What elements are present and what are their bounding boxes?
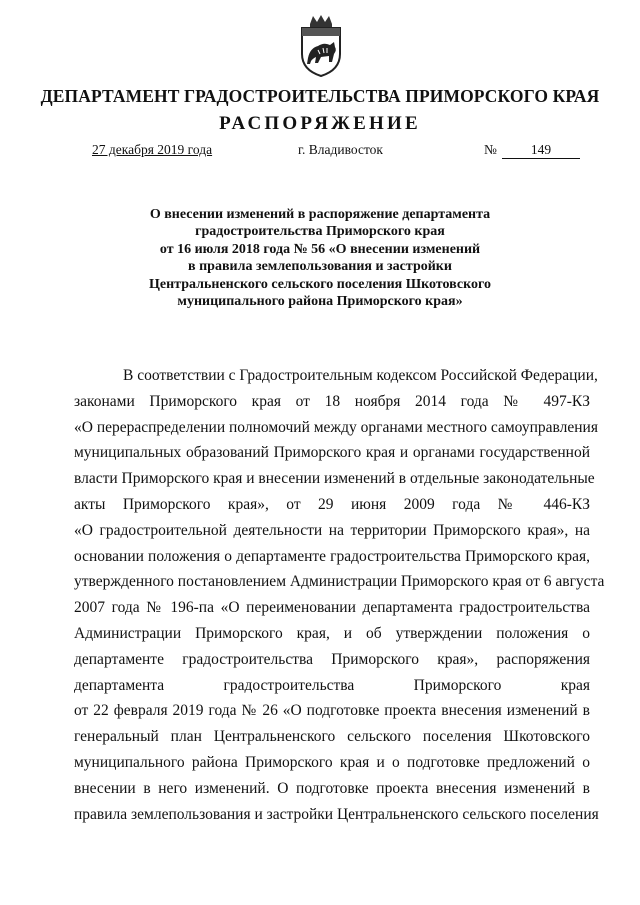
document-number: 149	[502, 142, 580, 159]
title-line: О внесении изменений в распоряжение департамента	[149, 207, 491, 222]
body-line: внесении в него изменений. О подготовке проекта внесения изменений в	[74, 779, 590, 797]
department-name: ДЕПАРТАМЕНТ ГРАДОСТРОИТЕЛЬСТВА ПРИМОРСКОГО КРАЯ	[40, 86, 600, 106]
body-line: акты Приморского края», от 29 июня 2009 года № 446-КЗ	[74, 495, 590, 513]
document-city: г. Владивосток	[298, 142, 383, 157]
document-body	[74, 363, 605, 827]
body-line: власти Приморского края и внесении изменений в отдельные законодательные	[74, 470, 595, 488]
document-date: 27 декабря 2019 года	[92, 142, 213, 157]
body-line: правила землепользования и застройки Центральненского сельского поселения	[74, 805, 599, 823]
body-line: В соответствии с Градостроительным кодексом Российской Федерации,	[123, 367, 598, 384]
body-line: департаменте градостроительства Приморского края», распоряжения	[74, 650, 590, 668]
body-line: «О градостроительной деятельности на территории Приморского края», на	[74, 521, 590, 539]
title-line: Центральненского сельского поселения Шкотовского	[149, 276, 491, 292]
body-line: утвержденного постановлением Администрации Приморского края от 6 августа	[74, 573, 605, 591]
body-line: генеральный план Центральненского сельского поселения Шкотовского	[74, 728, 590, 746]
body-line: основании положения о департаменте градостроительства Приморского края,	[74, 547, 590, 565]
number-label: №	[484, 142, 497, 157]
body-line: «О перераспределении полномочий между органами местного самоуправления	[74, 418, 598, 436]
body-line: департамента градостроительства Приморского края	[74, 676, 590, 694]
coat-of-arms-icon	[296, 14, 346, 78]
body-line: Администрации Приморского края, и об утверждении положения о	[74, 624, 590, 642]
title-line: от 16 июля 2018 года № 56 «О внесении изменений	[159, 241, 481, 257]
document-title	[0, 206, 640, 310]
document-type: РАСПОРЯЖЕНИЕ	[219, 113, 421, 134]
title-line: муниципального района Приморского края»	[177, 294, 463, 310]
body-line: законами Приморского края от 18 ноября 2014 года № 497-КЗ	[74, 392, 590, 410]
title-line: в правила землепользования и застройки	[188, 259, 452, 275]
body-line: муниципальных образований Приморского края и органами государственной	[74, 444, 590, 462]
body-line: 2007 года № 196-па «О переименовании департамента градостроительства	[74, 599, 590, 617]
body-line: от 22 февраля 2019 года № 26 «О подготовке проекта внесения изменений в	[74, 702, 590, 720]
body-line: муниципального района Приморского края и о подготовке предложений о	[74, 753, 590, 771]
title-line: градостроительства Приморского края	[195, 224, 445, 240]
